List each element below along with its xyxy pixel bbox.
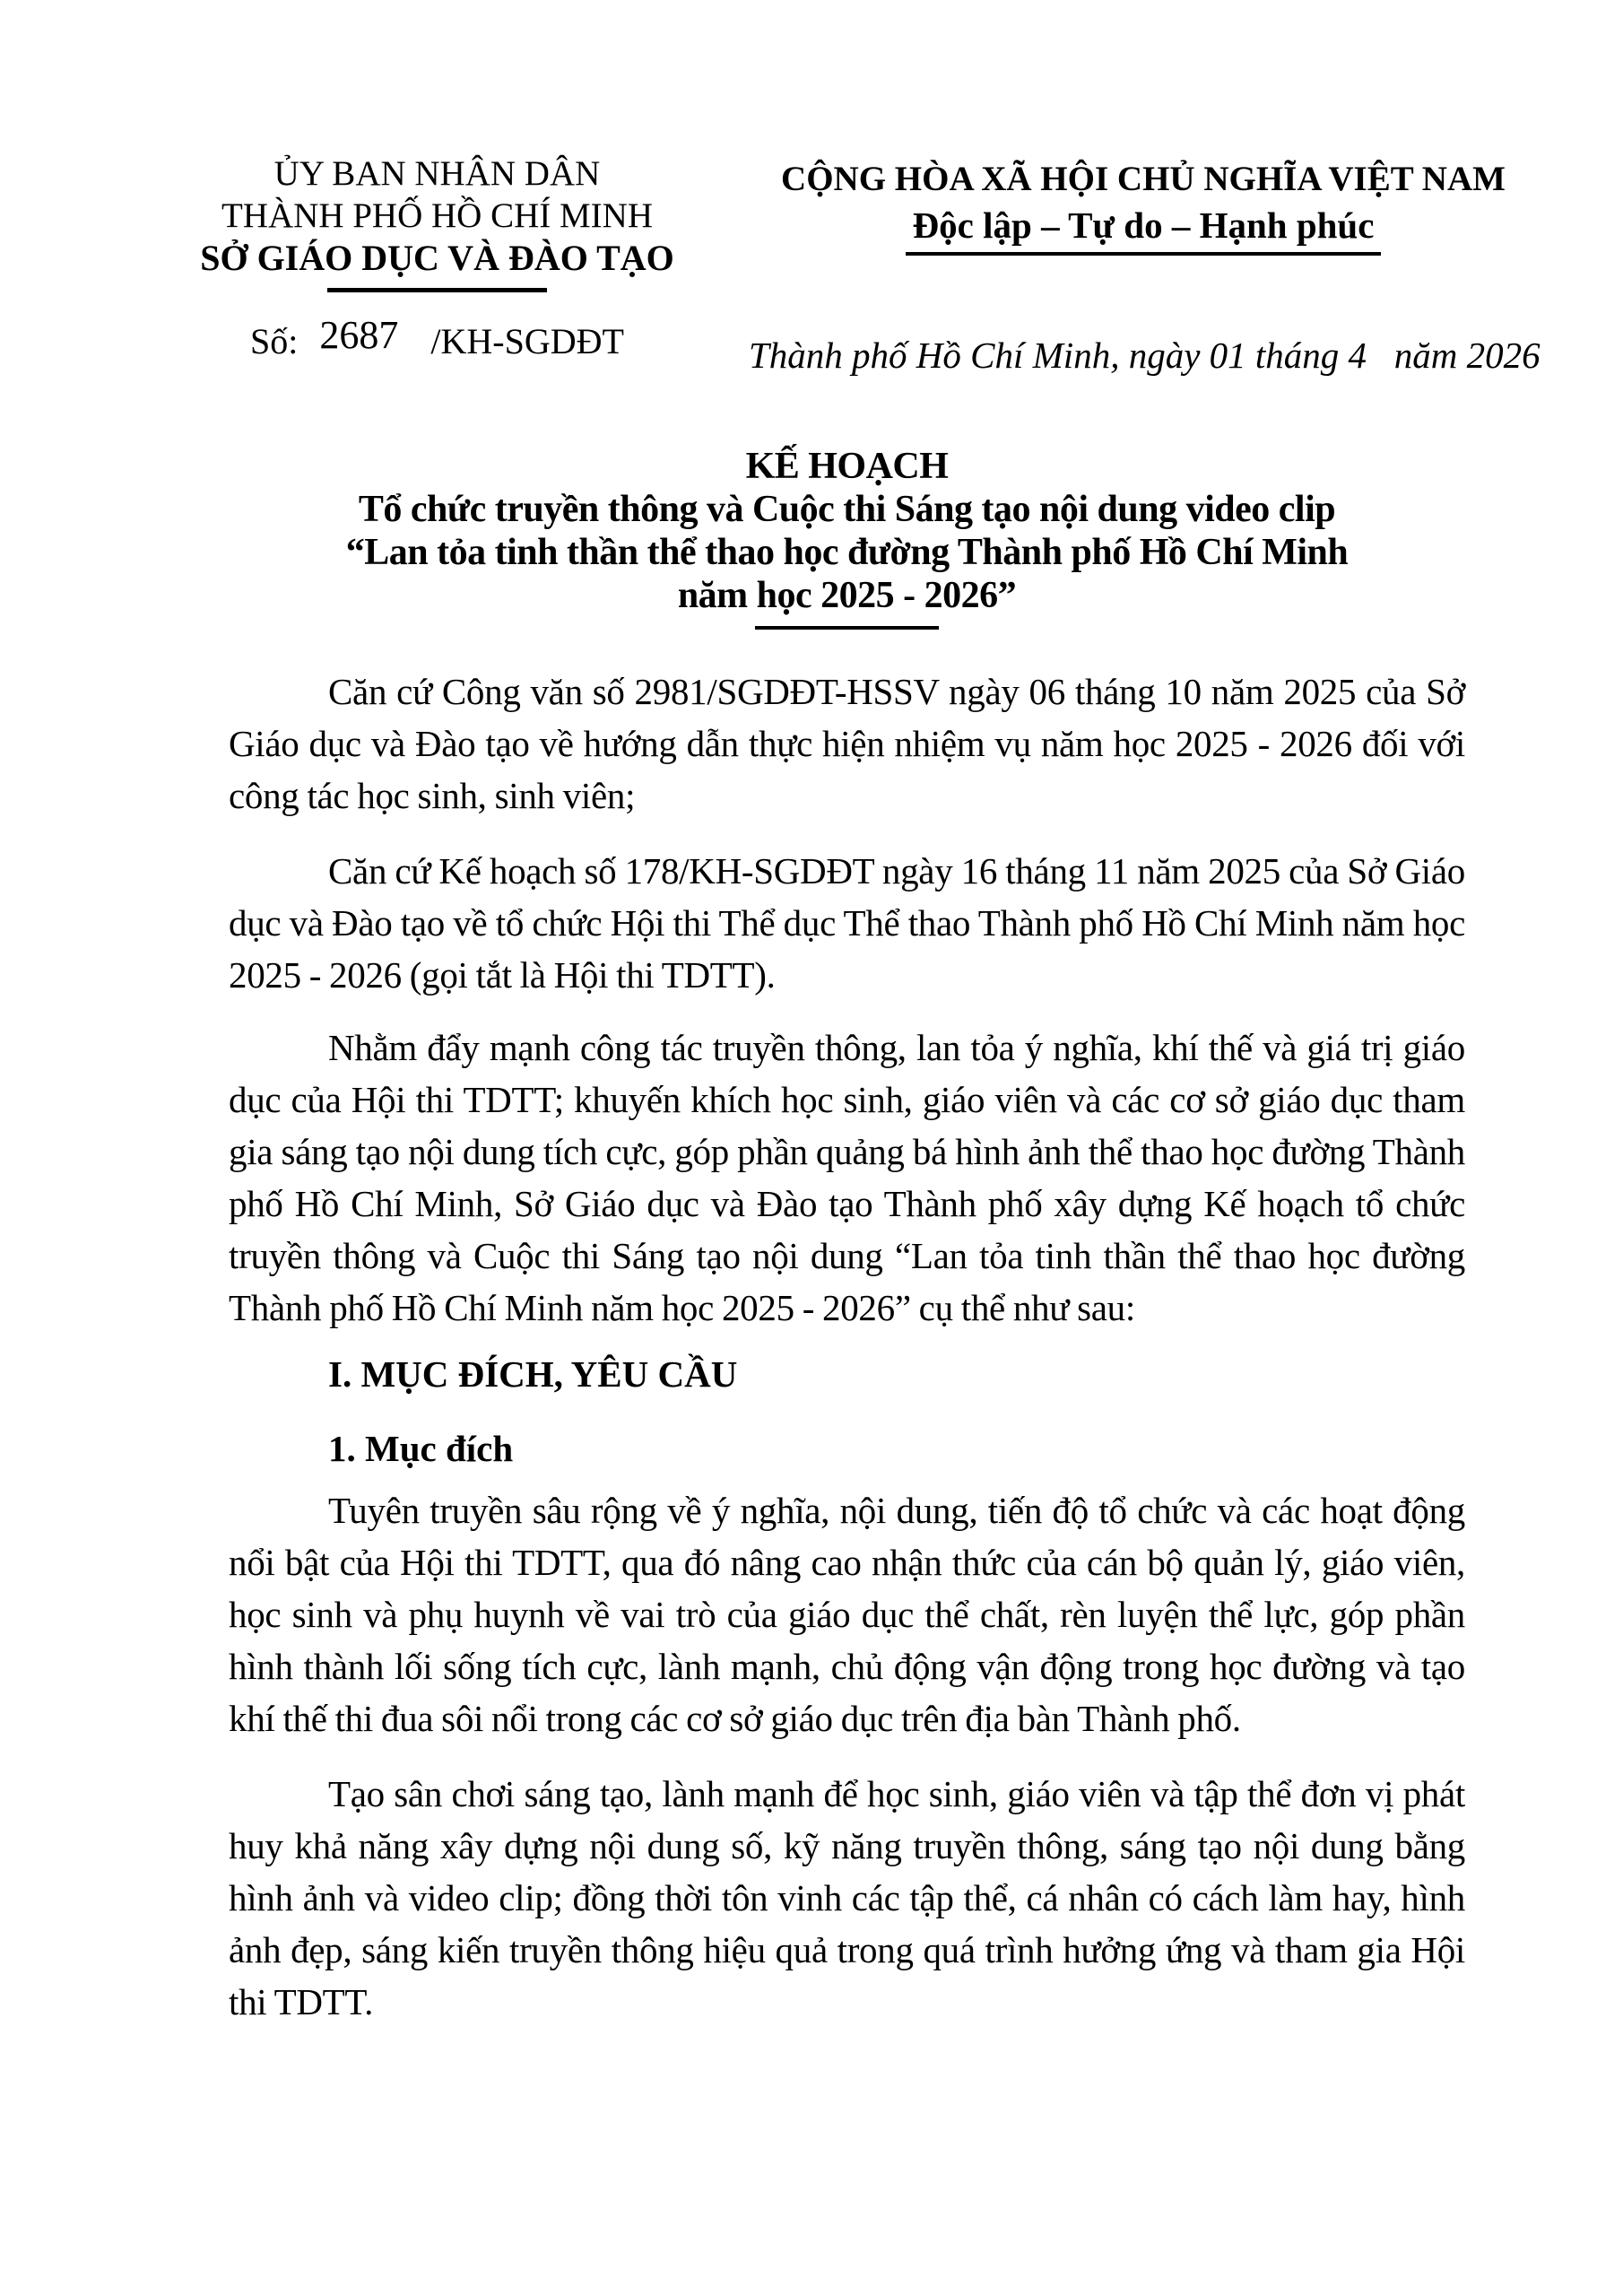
place-date-line: Thành phố Hồ Chí Minh, ngày 01 tháng 4 năm 2026 [749, 335, 1541, 376]
agency-underline [327, 288, 547, 292]
agency-name: SỞ GIÁO DỤC VÀ ĐÀO TẠO [200, 238, 674, 278]
title-underline [755, 626, 939, 630]
agency-parent-name: ỦY BAN NHÂN DÂN [273, 154, 601, 193]
issuing-agency-block [161, 152, 713, 362]
subsection-heading-1: 1. Mục đích [328, 1428, 514, 1469]
paragraph-legal-basis-2: Căn cứ Kế hoạch số 178/KH-SGDĐT ngày 16 tháng 11 năm 2025 của Sở Giáo dục và Đào tạo về tổ chức Hội thi Thể dục Thể thao Thành phố Hồ Chí Minh năm học 2025 - 2026 (gọi tắt là Hội thi TDTT). [229, 850, 1465, 996]
national-motto: Độc lập – Tự do – Hạnh phúc [906, 204, 1382, 256]
paragraph-purpose-intro: Nhằm đẩy mạnh công tác truyền thông, lan tỏa ý nghĩa, khí thế và giá trị giáo dục của Hội thi TDTT; khuyến khích học sinh, giáo viên và các cơ sở giáo dục tham gia sáng tạo nội dung tích cực, góp phần quảng bá hình ảnh thể thao học đường Thành phố Hồ Chí Minh, Sở Giáo dục và Đào tạo Thành phố xây dựng Kế hoạch tổ chức truyền thông và Cuộc thi Sáng tạo nội dung “Lan tỏa tinh thần thể thao học đường Thành phố Hồ Chí Minh năm học 2025 - 2026” cụ thể như sau: [229, 1027, 1465, 1328]
document-title-line-2: “Lan tỏa tinh thần thể thao học đường Thành phố Hồ Chí Minh [345, 532, 1349, 573]
national-title: CỘNG HÒA XÃ HỘI CHỦ NGHĨA VIỆT NAM [781, 160, 1506, 198]
section-heading-1: I. MỤC ĐÍCH, YÊU CẦU [328, 1353, 738, 1395]
document-title-block [229, 445, 1465, 630]
national-header-block [749, 152, 1541, 377]
document-type-title: KẾ HOẠCH [745, 446, 949, 487]
doc-number-suffix: /KH-SGDĐT [430, 321, 624, 361]
doc-number-label: Số: [250, 321, 299, 361]
agency-city-name: THÀNH PHỐ HỒ CHÍ MINH [221, 196, 653, 235]
paragraph-objective-1: Tuyên truyền sâu rộng về ý nghĩa, nội dung, tiến độ tổ chức và các hoạt động nổi bật của Hội thi TDTT, qua đó nâng cao nhận thức của cán bộ quản lý, giáo viên, học sinh và phụ huynh về vai trò của giáo dục thể chất, rèn luyện thể lực, góp phần hình thành lối sống tích cực, lành mạnh, chủ động vận động trong học đường và tạo khí thế thi đua sôi nổi trong các cơ sở giáo dục trên địa bàn Thành phố. [229, 1490, 1465, 1739]
doc-number-line [161, 313, 713, 362]
paragraph-legal-basis-1: Căn cứ Công văn số 2981/SGDĐT-HSSV ngày 06 tháng 10 năm 2025 của Sở Giáo dục và Đào tạo về hướng dẫn thực hiện nhiệm vụ năm học 2025 - 2026 đối với công tác học sinh, sinh viên; [229, 671, 1465, 816]
document-header [200, 152, 1541, 377]
doc-number-value: 2687 [319, 313, 399, 357]
document-title-line-1: Tổ chức truyền thông và Cuộc thi Sáng tạo nội dung video clip [358, 489, 1336, 530]
paragraph-objective-2: Tạo sân chơi sáng tạo, lành mạnh để học sinh, giáo viên và tập thể đơn vị phát huy khả năng xây dựng nội dung số, kỹ năng truyền thông, sáng tạo nội dung bằng hình ảnh và video clip; đồng thời tôn vinh các tập thể, cá nhân có cách làm hay, hình ảnh đẹp, sáng kiến truyền thông hiệu quả trong quá trình hưởng ứng và tham gia Hội thi TDTT. [229, 1773, 1465, 2022]
document-body [229, 445, 1465, 2028]
document-title-line-3: năm học 2025 - 2026” [677, 575, 1017, 616]
